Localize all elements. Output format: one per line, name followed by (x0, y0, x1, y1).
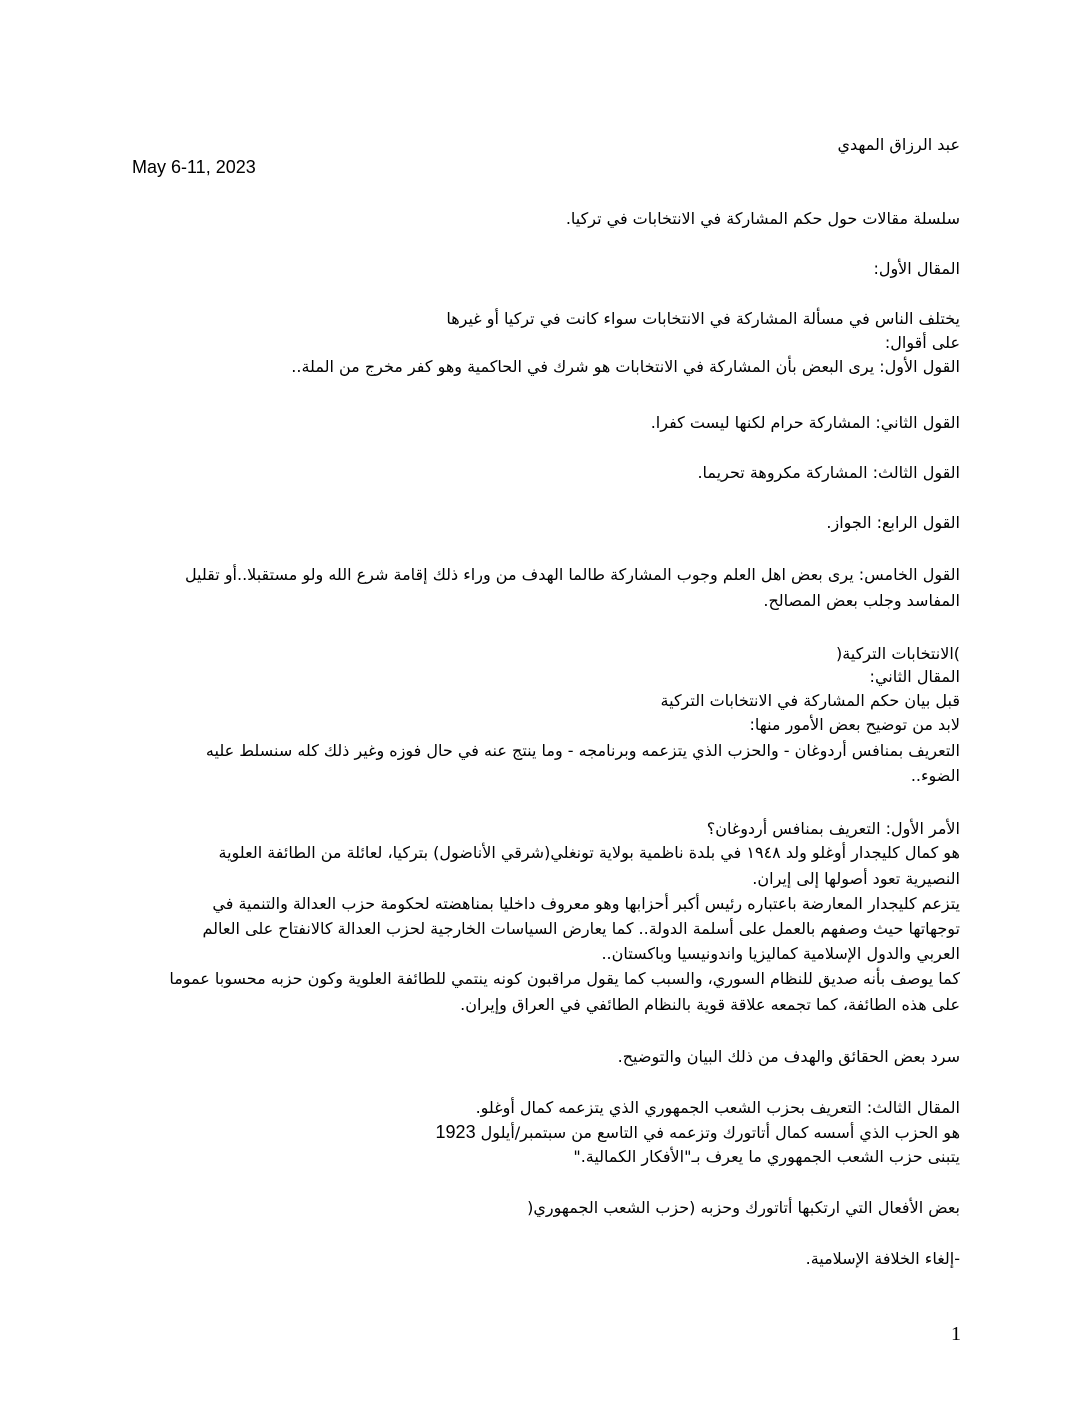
paragraph-line: يتزعم كليجدار المعارضة باعتباره رئيس أكبر أحزابها وهو معروف داخليا بمناهضته لحكومة حزب العدالة والتنمية في (212, 894, 960, 913)
series-title: سلسلة مقالات حول حكم المشاركة في الانتخابات في تركيا. (565, 209, 960, 228)
paragraph-line (436, 1120, 960, 1145)
article3-heading: المقال الثالث: التعريف بحزب الشعب الجمهوري الذي يتزعمه كمال أوغلو. (475, 1098, 960, 1117)
paragraph-line: هو كمال كليجدار أوغلو ولد ١٩٤٨ في بلدة ناظمية بولاية تونغلي(شرقي الأناضول) بتركيا، لعائلة من الطائفة العلوية (218, 843, 960, 862)
opinion-4: القول الرابع: الجواز. (826, 513, 960, 532)
page-number: 1 (951, 1323, 961, 1345)
paragraph-line: العربي والدول الإسلامية كماليزيا واندونيسيا وباكستان.. (601, 944, 960, 963)
narration-line: سرد بعض الحقائق والهدف من ذلك البيان والتوضيح. (617, 1047, 960, 1066)
opinion-2: القول الثاني: المشاركة حرام لكنها ليست كفرا. (650, 413, 960, 432)
paragraph-line: على أقوال: (884, 333, 960, 352)
author-name: عبد الرزاق المهدي (837, 135, 960, 154)
founding-year: 1923 (435, 1122, 476, 1142)
opinion-5-line1: القول الخامس: يرى بعض اهل العلم وجوب المشاركة طالما الهدف من وراء ذلك إقامة شرع الله ولو مستقبلا..أو تقليل (184, 565, 960, 584)
acts-heading: بعض الأفعال التي ارتكبها أتاتورك وحزبه (حزب الشعب الجمهوري( (527, 1198, 960, 1217)
founding-text: هو الحزب الذي أسسه كمال أتاتورك وتزعمه في التاسع من سبتمبر/أيلول (480, 1123, 960, 1142)
paragraph-line: يتبنى حزب الشعب الجمهوري ما يعرف بـ"الأفكار الكمالية." (573, 1147, 960, 1166)
elections-label: )الانتخابات التركية( (835, 644, 960, 663)
paragraph-line: الضوء.. (910, 766, 960, 785)
paragraph-line: قبل بيان حكم المشاركة في الانتخابات التركية (660, 691, 960, 710)
article2-heading: المقال الثاني: (869, 667, 960, 686)
paragraph-line: كما يوصف بأنه صديق للنظام السوري، والسبب كما يقول مراقبون كونه ينتمي للطائفة العلوية وكون حزبه محسوبا عموما (169, 969, 960, 988)
paragraph-line: لابد من توضيح بعض الأمور منها: (749, 715, 960, 734)
article1-heading: المقال الأول: (873, 259, 960, 278)
act-item: -إلغاء الخلافة الإسلامية. (805, 1249, 960, 1268)
opinion-5-line2: المفاسد وجلب بعض المصالح. (763, 591, 960, 610)
paragraph-line: النصيرية تعود أصولها إلى إيران. (752, 869, 960, 888)
opinion-3: القول الثالث: المشاركة مكروهة تحريما. (697, 463, 960, 482)
document-date: May 6-11, 2023 (132, 157, 256, 177)
matter-1-heading: الأمر الأول: التعريف بمنافس أردوغان؟ (706, 819, 960, 838)
paragraph-line: على هذه الطائفة، كما تجمعه علاقة قوية بالنظام الطائفي في العراق وإيران. (460, 995, 960, 1014)
paragraph-line: يختلف الناس في مسألة المشاركة في الانتخابات سواء كانت في تركيا أو غيرها (446, 309, 960, 328)
paragraph-line: التعريف بمنافس أردوغان - والحزب الذي يتزعمه وبرنامجه - وما ينتج عنه في حال فوزه وغير ذلك كله سنسلط عليه (205, 741, 960, 760)
paragraph-line: توجهاتها حيث وصفهم بالعمل على أسلمة الدولة.. كما يعارض السياسات الخارجية لحزب العدالة كالانفتاح على العالم (202, 919, 960, 938)
paragraph-line: القول الأول: يرى البعض بأن المشاركة في الانتخابات هو شرك في الحاكمية وهو كفر مخرج من الملة.. (291, 357, 960, 376)
